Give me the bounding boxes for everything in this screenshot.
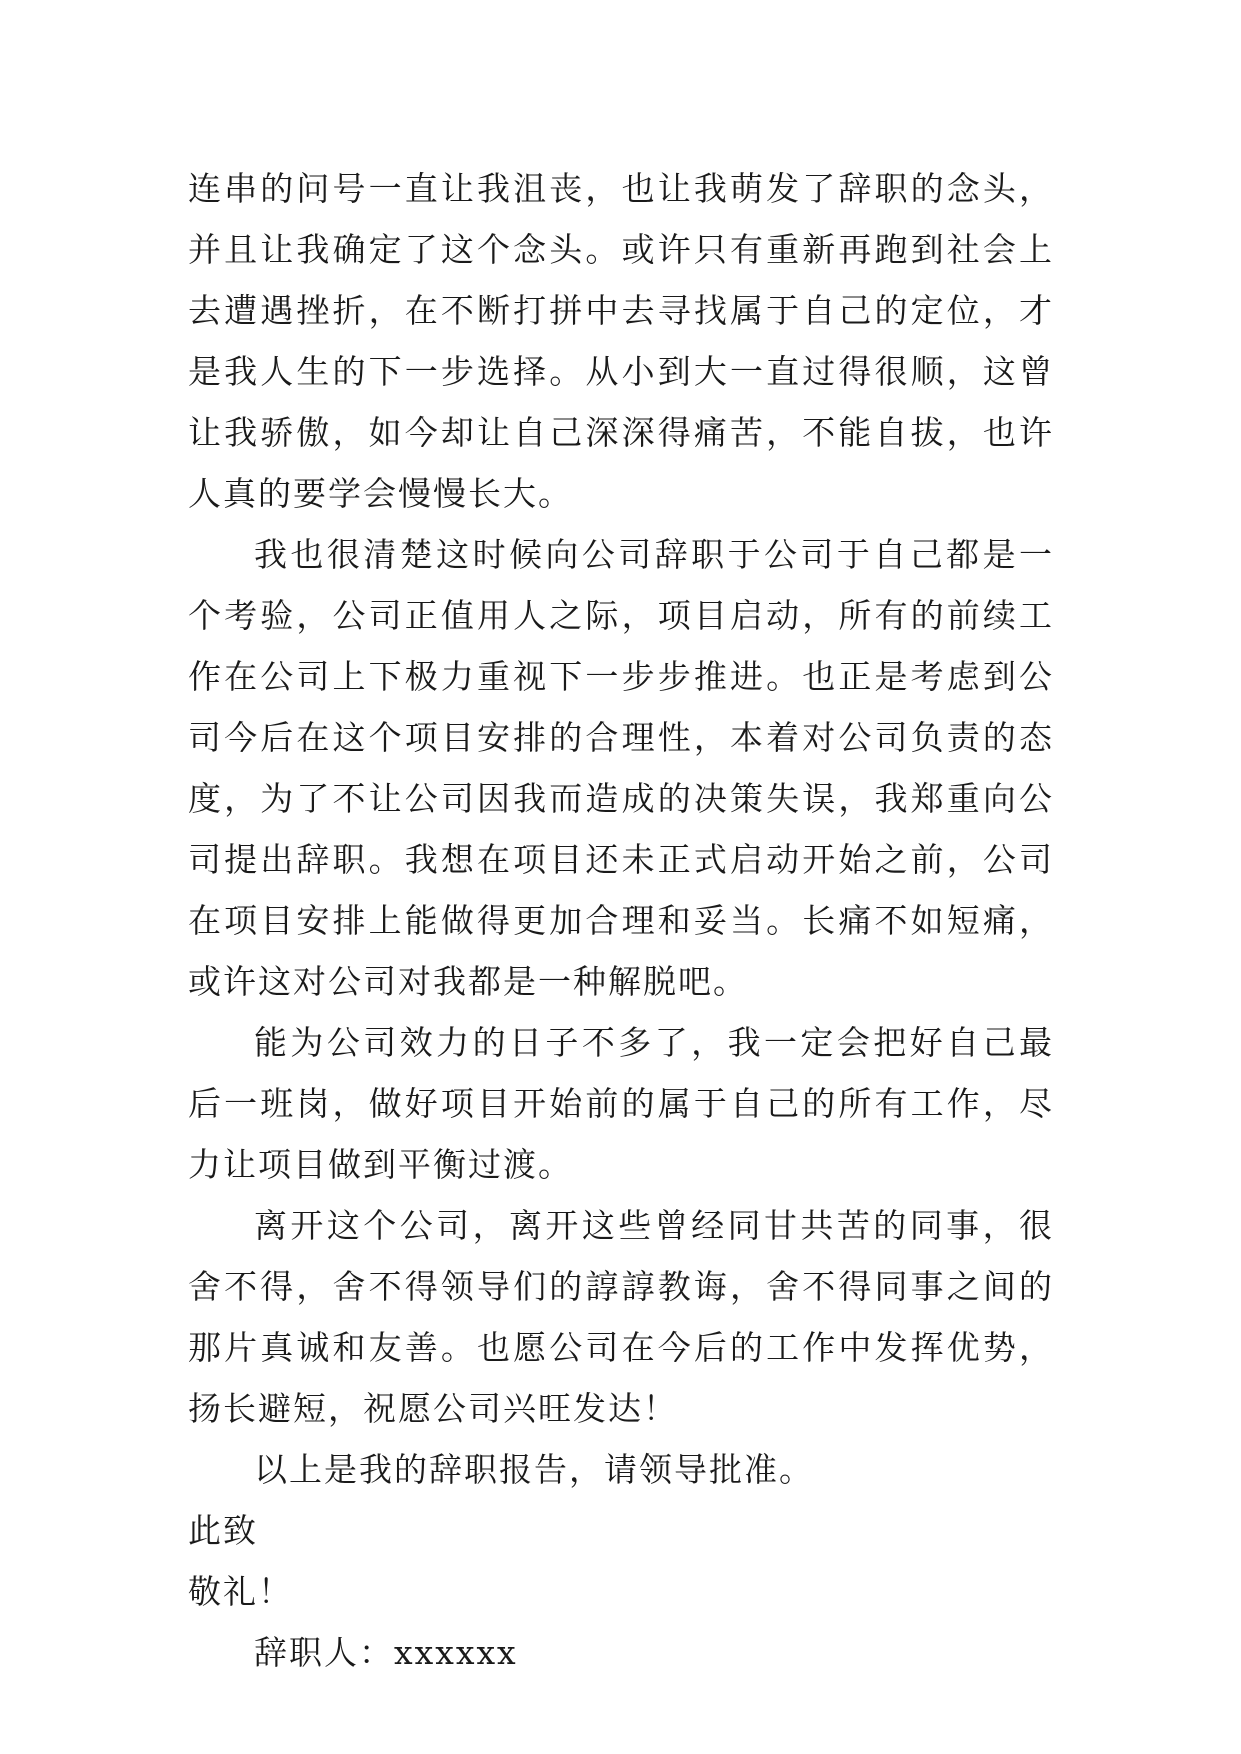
signature-label: 辞职人：: [254, 1633, 394, 1672]
paragraph-continuation: 连串的问号一直让我沮丧，也让我萌发了辞职的念头，并且让我确定了这个念头。或许只有重新再跑到社会上去遭遇挫折，在不断打拼中去寻找属于自己的定位，才是我人生的下一步选择。从小到大一直过得很顺，这曾让我骄傲，如今却让自己深深得痛苦，不能自拔，也许人真的要学会慢慢长大。: [188, 169, 1054, 513]
closing-regards: 敬礼！: [188, 1572, 293, 1611]
paragraph-farewell: 离开这个公司，离开这些曾经同甘共苦的同事，很舍不得，舍不得领导们的諄諄教诲，舍不得同事之间的那片真诚和友善。也愿公司在今后的工作中发挥优势，扬长避短，祝愿公司兴旺发达！: [188, 1206, 1054, 1428]
signature-name: xxxxxx: [394, 1633, 518, 1672]
signature-line: [188, 1622, 1054, 1683]
paragraph-resignation-reason: 我也很清楚这时候向公司辞职于公司于自己都是一个考验，公司正值用人之际，项目启动，所有的前续工作在公司上下极力重视下一步步推进。也正是考虑到公司今后在这个项目安排的合理性，本着对公司负责的态度，为了不让公司因我而造成的决策失误，我郑重向公司提出辞职。我想在项目还未正式启动开始之前，公司在项目安排上能做得更加合理和妥当。长痛不如短痛，或许这对公司对我都是一种解脱吧。: [188, 535, 1054, 1001]
letter-body: [188, 158, 1054, 1683]
paragraph-handover: 能为公司效力的日子不多了，我一定会把好自己最后一班岗，做好项目开始前的属于自己的所有工作，尽力让项目做到平衡过渡。: [188, 1023, 1054, 1184]
closing-salutation: 此致: [188, 1511, 258, 1550]
paragraph-request: 以上是我的辞职报告，请领导批准。: [254, 1450, 814, 1489]
